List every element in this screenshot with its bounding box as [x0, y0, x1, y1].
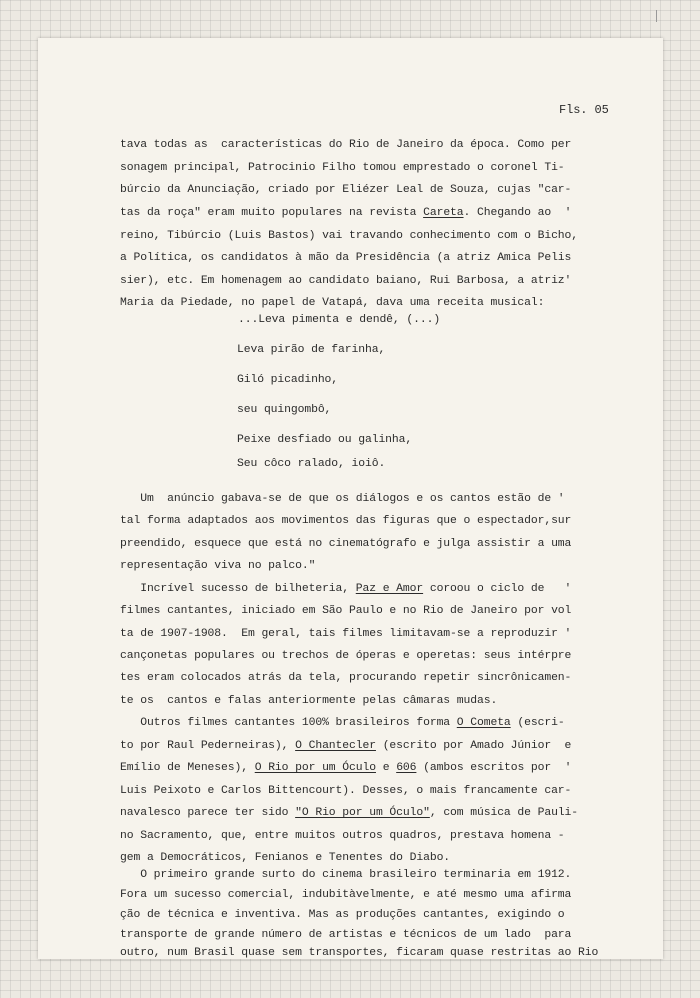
text-line: transporte de grande número de artistas e técnicos de um lado para — [120, 929, 572, 941]
text-line: Maria da Piedade, no papel de Vatapá, dava uma receita musical: — [120, 297, 545, 309]
text-line: te os cantos e falas anteriormente pelas câmaras mudas. — [120, 695, 498, 707]
underlined-title: 606 — [396, 762, 417, 774]
text-line: búrcio da Anunciação, criado por Eliézer Leal de Souza, cujas "car- — [120, 184, 572, 196]
underlined-title: "O Rio por um Óculo" — [295, 807, 430, 819]
text-line: Outros filmes cantantes 100% brasileiros forma O Cometa (escri- — [120, 717, 565, 729]
underlined-title: Careta — [423, 207, 464, 219]
text-line: gem a Democráticos, Fenianos e Tenentes do Diabo. — [120, 852, 451, 864]
underlined-title: O Cometa — [456, 717, 511, 729]
text-line: O primeiro grande surto do cinema brasileiro terminaria em 1912. — [120, 869, 572, 881]
text-line: sonagem principal, Patrocinio Filho tomou emprestado o coronel Ti- — [120, 162, 565, 174]
text-line: representação viva no palco." — [120, 560, 316, 572]
underlined-title: O Chantecler — [295, 740, 376, 752]
poem-line: Peixe desfiado ou galinha, — [237, 434, 413, 446]
poem-line: ...Leva pimenta e dendê, (...) — [238, 314, 441, 326]
text-line: tal forma adaptados aos movimentos das figuras que o espectador,sur — [120, 515, 572, 527]
text-line: tes eram colocados atrás da tela, procurando repetir sincrônicamen- — [120, 672, 572, 684]
poem-line: seu quingombô, — [237, 404, 332, 416]
poem-line: Giló picadinho, — [237, 374, 339, 386]
text-line: no Sacramento, que, entre muitos outros quadros, prestava homena - — [120, 830, 565, 842]
text-line: Luis Peixoto e Carlos Bittencourt). Desses, o mais francamente car- — [120, 785, 572, 797]
corner-mark — [656, 10, 662, 22]
text-line: preendido, esquece que está no cinematógrafo e julga assistir a uma — [120, 538, 572, 550]
text-line: reino, Tibúrcio (Luis Bastos) vai travando conhecimento com o Bicho, — [120, 230, 579, 242]
text-line: ta de 1907-1908. Em geral, tais filmes limitavam-se a reproduzir ' — [120, 628, 572, 640]
text-line: outro, num Brasil quase sem transportes, ficaram quase restritas ao Rio — [120, 947, 599, 959]
text-line: Um anúncio gabava-se de que os diálogos e os cantos estão de ' — [120, 493, 565, 505]
underlined-title: O Rio por um Óculo — [254, 762, 376, 774]
text-line: filmes cantantes, iniciado em São Paulo e no Rio de Janeiro por vol — [120, 605, 572, 617]
poem-line: Leva pirão de farinha, — [237, 344, 386, 356]
text-line: Emílio de Meneses), O Rio por um Óculo e 606 (ambos escritos por ' — [120, 762, 572, 774]
underlined-title: Paz e Amor — [355, 583, 424, 595]
text-line: cançonetas populares ou trechos de óperas e operetas: seus intérpre — [120, 650, 572, 662]
text-line: tas da roça" eram muito populares na revista Careta. Chegando ao ' — [120, 207, 572, 219]
text-line: Incrível sucesso de bilheteria, Paz e Amor coroou o ciclo de ' — [120, 583, 572, 595]
text-line: sier), etc. Em homenagem ao candidato baiano, Rui Barbosa, a atriz' — [120, 275, 572, 287]
text-line: navalesco parece ter sido "O Rio por um Óculo", com música de Pauli- — [120, 807, 579, 819]
text-line: Fora um sucesso comercial, indubitàvelmente, e até mesmo uma afirma — [120, 889, 572, 901]
text-line: to por Raul Pederneiras), O Chantecler (escrito por Amado Júnior e — [120, 740, 572, 752]
poem-line: Seu côco ralado, ioiô. — [237, 458, 386, 470]
page-number: Fls. 05 — [559, 103, 609, 117]
text-line: a Política, os candidatos à mão da Presidência (a atriz Amica Pelis — [120, 252, 572, 264]
text-line: ção de técnica e inventiva. Mas as produções cantantes, exigindo o — [120, 909, 565, 921]
text-line: tava todas as características do Rio de Janeiro da época. Como per — [120, 139, 572, 151]
